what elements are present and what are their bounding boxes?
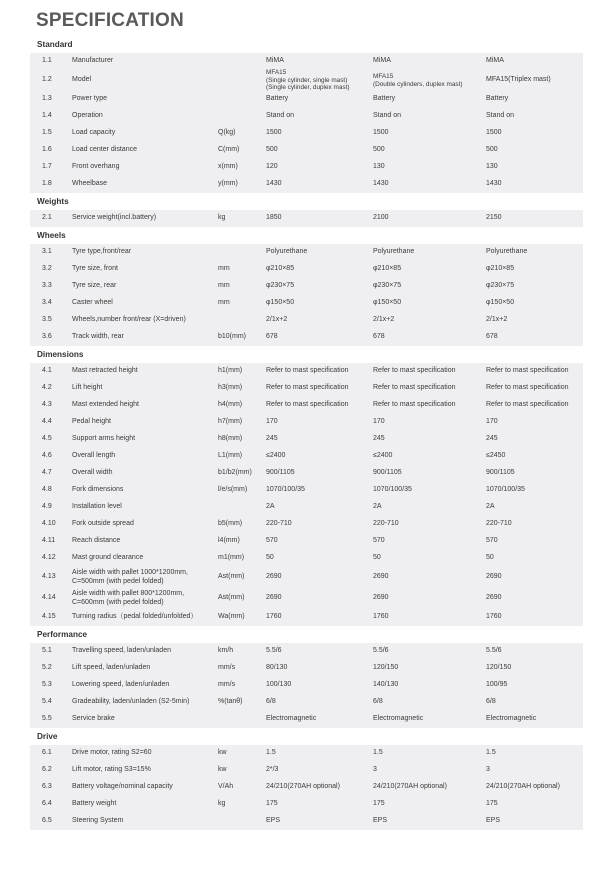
row-value-3: 170 [486, 418, 498, 426]
row-value-1: 2*/3 [266, 766, 279, 774]
row-value-3: 100/95 [486, 681, 508, 689]
table-row [30, 70, 583, 91]
row-value-2: 500 [373, 146, 385, 154]
row-number: 3.6 [42, 333, 52, 341]
row-value-3: EPS [486, 817, 501, 825]
row-item: Model [72, 76, 92, 84]
row-item: Drive motor, rating S2=60 [72, 749, 152, 757]
row-value-3: 900/1105 [486, 469, 515, 477]
row-value-2: 1430 [373, 180, 389, 188]
row-value-1: 2690 [266, 573, 282, 581]
row-value-1: Refer to mast specification [266, 384, 349, 392]
row-value-2: Polyurethane [373, 248, 415, 256]
table-row [30, 159, 583, 176]
table-row [30, 261, 583, 278]
row-item: Overall width [72, 469, 113, 477]
table-row [30, 53, 583, 70]
row-item: Pedal height [72, 418, 111, 426]
row-unit: C(mm) [218, 146, 240, 154]
table-row [30, 380, 583, 397]
row-value-2: 245 [373, 435, 385, 443]
row-value-1: Battery [266, 95, 289, 103]
row-item: Caster wheel [72, 299, 113, 307]
table-row [30, 431, 583, 448]
page-title: SPECIFICATION [36, 10, 184, 31]
row-value-1: 24/210(270AH optional) [266, 783, 340, 791]
table-row [30, 796, 583, 813]
row-number: 4.13 [42, 573, 56, 581]
section-heading-drive: Drive [30, 728, 583, 745]
table-row [30, 643, 583, 660]
spec-table [30, 36, 583, 830]
row-value-1: φ210×85 [266, 265, 295, 273]
row-value-1: φ150×50 [266, 299, 295, 307]
row-value-3: 2690 [486, 594, 502, 602]
row-item: Wheels,number front/rear (X=driven) [72, 316, 186, 324]
row-value-2: 50 [373, 554, 381, 562]
row-value-3: 2/1x+2 [486, 316, 508, 324]
section-body-weights [30, 210, 583, 227]
row-unit: kg [218, 214, 226, 222]
row-number: 6.2 [42, 766, 52, 774]
row-unit: b5(mm) [218, 520, 243, 528]
row-number: 4.3 [42, 401, 52, 409]
row-value-2: φ230×75 [373, 282, 402, 290]
table-row [30, 499, 583, 516]
row-unit: h8(mm) [218, 435, 243, 443]
row-unit: y(mm) [218, 180, 238, 188]
row-unit: b10(mm) [218, 333, 247, 341]
row-number: 4.7 [42, 469, 52, 477]
table-row [30, 609, 583, 626]
row-item: Lowering speed, laden/unladen [72, 681, 170, 689]
row-value-2: 170 [373, 418, 385, 426]
row-number: 6.5 [42, 817, 52, 825]
row-value-1: 6/8 [266, 698, 276, 706]
row-unit: l/e/s(mm) [218, 486, 248, 494]
row-unit: m1(mm) [218, 554, 245, 562]
row-number: 5.1 [42, 647, 52, 655]
row-unit: mm [218, 282, 230, 290]
row-value-3: Stand on [486, 112, 515, 120]
row-value-2: 1070/100/35 [373, 486, 412, 494]
row-value-1: 1070/100/35 [266, 486, 305, 494]
table-row [30, 813, 583, 830]
section-body-standard [30, 53, 583, 193]
row-value-2: 5.5/6 [373, 647, 389, 655]
row-value-1: 170 [266, 418, 278, 426]
row-item: Track width, rear [72, 333, 124, 341]
section-heading-performance: Performance [30, 626, 583, 643]
row-number: 4.10 [42, 520, 56, 528]
row-value-2: 2/1x+2 [373, 316, 395, 324]
row-unit: V/Ah [218, 783, 234, 791]
row-item: Tyre size, rear [72, 282, 117, 290]
row-value-1: 50 [266, 554, 274, 562]
row-number: 4.4 [42, 418, 52, 426]
row-number: 4.11 [42, 537, 56, 545]
row-value-3: MiMA [486, 57, 504, 65]
row-number: 1.6 [42, 146, 52, 154]
row-number: 6.4 [42, 800, 52, 808]
row-item: Installation level [72, 503, 122, 511]
row-item: Turning radius（pedal folded/unfolded） [72, 613, 198, 621]
row-unit: kg [218, 800, 226, 808]
row-value-3: φ150×50 [486, 299, 515, 307]
row-value-3: 24/210(270AH optional) [486, 783, 560, 791]
table-row [30, 660, 583, 677]
table-row [30, 295, 583, 312]
row-value-2: Refer to mast specification [373, 384, 456, 392]
table-row [30, 176, 583, 193]
row-item: Tyre type,front/rear [72, 248, 132, 256]
row-value-2: φ210×85 [373, 265, 402, 273]
row-value-1: 2A [266, 503, 275, 511]
row-number: 6.3 [42, 783, 52, 791]
row-unit: mm [218, 265, 230, 273]
row-value-2: 2100 [373, 214, 389, 222]
row-unit: mm/s [218, 664, 236, 672]
section-body-performance [30, 643, 583, 728]
row-value-3: 1070/100/35 [486, 486, 525, 494]
row-value-2: 120/150 [373, 664, 399, 672]
row-value-1: 175 [266, 800, 278, 808]
row-value-3: Battery [486, 95, 509, 103]
table-row [30, 312, 583, 329]
row-number: 3.5 [42, 316, 52, 324]
row-unit: mm [218, 299, 230, 307]
row-value-2: 570 [373, 537, 385, 545]
row-number: 3.1 [42, 248, 52, 256]
row-unit: l4(mm) [218, 537, 240, 545]
row-value-3: φ230×75 [486, 282, 515, 290]
row-value-1: Polyurethane [266, 248, 308, 256]
row-value-1: 220-710 [266, 520, 292, 528]
row-value-2: Refer to mast specification [373, 401, 456, 409]
row-value-2: 130 [373, 163, 385, 171]
table-row [30, 244, 583, 261]
row-value-1: 245 [266, 435, 278, 443]
row-item: Battery weight [72, 800, 117, 808]
row-number: 1.3 [42, 95, 52, 103]
table-row [30, 567, 583, 588]
row-value-3: 245 [486, 435, 498, 443]
row-value-3: φ210×85 [486, 265, 515, 273]
row-unit: km/h [218, 647, 234, 655]
row-unit: kw [218, 749, 227, 757]
row-item: Fork outside spread [72, 520, 134, 528]
row-item: Manufacturer [72, 57, 114, 65]
row-item: Operation [72, 112, 103, 120]
row-number: 5.4 [42, 698, 52, 706]
table-row [30, 516, 583, 533]
table-row [30, 550, 583, 567]
row-unit: Ast(mm) [218, 594, 245, 602]
row-number: 4.15 [42, 613, 56, 621]
row-item: Wheelbase [72, 180, 108, 188]
row-value-1: 1.5 [266, 749, 276, 757]
row-value-2: 1760 [373, 613, 389, 621]
row-number: 3.2 [42, 265, 52, 273]
row-item: Load center distance [72, 146, 137, 154]
row-item: Overall length [72, 452, 116, 460]
row-item: Aisle width with pallet 1000*1200mm, C=500mm (with pedel folded) [72, 569, 188, 585]
row-item: Tyre size, front [72, 265, 118, 273]
row-value-1: 2/1x+2 [266, 316, 288, 324]
row-value-2: Stand on [373, 112, 402, 120]
row-value-1: EPS [266, 817, 281, 825]
table-row [30, 448, 583, 465]
row-item: Lift speed, laden/unladen [72, 664, 151, 672]
row-value-1: 678 [266, 333, 278, 341]
row-item: Service brake [72, 715, 115, 723]
row-number: 4.2 [42, 384, 52, 392]
row-value-2: 678 [373, 333, 385, 341]
row-value-2: 6/8 [373, 698, 383, 706]
row-value-1: 1430 [266, 180, 282, 188]
row-number: 1.1 [42, 57, 52, 65]
table-row [30, 363, 583, 380]
row-value-3: 3 [486, 766, 490, 774]
row-value-3: Refer to mast specification [486, 367, 569, 375]
row-unit: Q(kg) [218, 129, 236, 137]
table-row [30, 397, 583, 414]
row-value-1: 2690 [266, 594, 282, 602]
row-number: 5.2 [42, 664, 52, 672]
row-number: 1.5 [42, 129, 52, 137]
row-value-3: 175 [486, 800, 498, 808]
row-item: Lift motor, rating S3=15% [72, 766, 151, 774]
row-unit: mm/s [218, 681, 236, 689]
row-value-3: Electromagnetic [486, 715, 537, 723]
table-row [30, 711, 583, 728]
row-value-1: 120 [266, 163, 278, 171]
section-heading-wheels: Wheels [30, 227, 583, 244]
row-unit: h4(mm) [218, 401, 243, 409]
row-unit: h1(mm) [218, 367, 243, 375]
row-item: Mast retracted height [72, 367, 138, 375]
row-item: Aisle width with pallet 800*1200mm, C=600mm (with pedel folded) [72, 590, 185, 606]
row-value-1: 1760 [266, 613, 282, 621]
row-number: 3.4 [42, 299, 52, 307]
row-value-3: 1760 [486, 613, 502, 621]
row-value-1: 5.5/6 [266, 647, 282, 655]
row-value-1: Electromagnetic [266, 715, 317, 723]
row-item: Gradeability, laden/unladen (S2-5min) [72, 698, 190, 706]
row-item: Mast extended height [72, 401, 139, 409]
row-item: Support arms height [72, 435, 136, 443]
row-value-3: 1430 [486, 180, 502, 188]
row-value-2: 1500 [373, 129, 389, 137]
row-value-3: Polyurethane [486, 248, 528, 256]
table-row [30, 588, 583, 609]
row-number: 2.1 [42, 214, 52, 222]
row-value-2: 24/210(270AH optional) [373, 783, 447, 791]
row-value-1: MiMA [266, 57, 284, 65]
row-value-3: 6/8 [486, 698, 496, 706]
row-unit: h3(mm) [218, 384, 243, 392]
row-item: Travelling speed, laden/unladen [72, 647, 171, 655]
row-value-3: 220-710 [486, 520, 512, 528]
row-item: Reach distance [72, 537, 121, 545]
row-number: 4.14 [42, 594, 56, 602]
row-number: 5.5 [42, 715, 52, 723]
table-row [30, 278, 583, 295]
table-row [30, 125, 583, 142]
row-number: 4.5 [42, 435, 52, 443]
row-value-3: 678 [486, 333, 498, 341]
row-item: Service weight(incl.battery) [72, 214, 157, 222]
row-value-2: 3 [373, 766, 377, 774]
row-number: 1.8 [42, 180, 52, 188]
row-value-2: 2A [373, 503, 382, 511]
table-row [30, 465, 583, 482]
section-heading-weights: Weights [30, 193, 583, 210]
row-value-2: MFA15 (Double cylinders, duplex mast) [373, 72, 463, 88]
table-row [30, 677, 583, 694]
row-number: 3.3 [42, 282, 52, 290]
table-row [30, 329, 583, 346]
row-value-3: 1.5 [486, 749, 496, 757]
table-row [30, 779, 583, 796]
row-value-3: 500 [486, 146, 498, 154]
table-row [30, 414, 583, 431]
row-item: Load capacity [72, 129, 116, 137]
row-value-3: 5.5/6 [486, 647, 502, 655]
row-value-2: 2690 [373, 573, 389, 581]
row-item: Fork dimensions [72, 486, 124, 494]
row-number: 4.12 [42, 554, 56, 562]
row-value-2: φ150×50 [373, 299, 402, 307]
row-value-1: Refer to mast specification [266, 401, 349, 409]
row-value-1: 900/1105 [266, 469, 295, 477]
row-unit: h7(mm) [218, 418, 243, 426]
row-item: Front overhang [72, 163, 120, 171]
row-value-1: MFA15 (Single cylinder, single mast) (Single cylinder, duplex mast) [266, 69, 350, 92]
row-item: Battery voltage/nominal capacity [72, 783, 173, 791]
row-value-3: 1500 [486, 129, 502, 137]
row-unit: kw [218, 766, 227, 774]
section-heading-dimensions: Dimensions [30, 346, 583, 363]
row-value-3: 130 [486, 163, 498, 171]
row-number: 4.1 [42, 367, 52, 375]
row-value-2: Battery [373, 95, 396, 103]
row-number: 5.3 [42, 681, 52, 689]
row-value-2: 220-710 [373, 520, 399, 528]
row-value-2: ≤2400 [373, 452, 393, 460]
section-body-wheels [30, 244, 583, 346]
row-value-3: MFA15(Triplex mast) [486, 76, 551, 84]
section-body-drive [30, 745, 583, 830]
row-unit: L1(mm) [218, 452, 243, 460]
row-item: Mast ground clearance [72, 554, 144, 562]
row-value-1: Stand on [266, 112, 295, 120]
row-value-3: 50 [486, 554, 494, 562]
row-value-1: 100/130 [266, 681, 292, 689]
row-value-3: 120/150 [486, 664, 512, 672]
row-value-3: Refer to mast specification [486, 401, 569, 409]
row-value-3: 2150 [486, 214, 502, 222]
row-unit: Wa(mm) [218, 613, 245, 621]
row-number: 1.7 [42, 163, 52, 171]
row-number: 4.6 [42, 452, 52, 460]
row-value-2: 175 [373, 800, 385, 808]
table-row [30, 745, 583, 762]
row-value-1: Refer to mast specification [266, 367, 349, 375]
row-item: Lift height [72, 384, 103, 392]
row-value-2: 900/1105 [373, 469, 402, 477]
row-value-1: 1500 [266, 129, 282, 137]
section-heading-standard: Standard [30, 36, 583, 53]
row-value-2: Electromagnetic [373, 715, 424, 723]
row-unit: %(tanθ) [218, 698, 243, 706]
row-item: Steering System [72, 817, 124, 825]
row-value-3: 2690 [486, 573, 502, 581]
row-value-1: ≤2400 [266, 452, 286, 460]
row-unit: b1/b2(mm) [218, 469, 252, 477]
table-row [30, 91, 583, 108]
row-value-3: 2A [486, 503, 495, 511]
row-value-2: 140/130 [373, 681, 399, 689]
row-value-3: ≤2450 [486, 452, 506, 460]
row-value-2: MiMA [373, 57, 391, 65]
row-item: Power type [72, 95, 108, 103]
row-number: 4.9 [42, 503, 52, 511]
row-value-1: 1850 [266, 214, 282, 222]
row-value-2: Refer to mast specification [373, 367, 456, 375]
row-value-2: 1.5 [373, 749, 383, 757]
row-number: 1.4 [42, 112, 52, 120]
table-row [30, 142, 583, 159]
table-row [30, 533, 583, 550]
row-number: 1.2 [42, 76, 52, 84]
row-unit: Ast(mm) [218, 573, 245, 581]
row-number: 4.8 [42, 486, 52, 494]
table-row [30, 694, 583, 711]
row-unit: x(mm) [218, 163, 238, 171]
row-value-1: φ230×75 [266, 282, 295, 290]
section-body-dimensions [30, 363, 583, 626]
table-row [30, 210, 583, 227]
row-value-1: 80/130 [266, 664, 288, 672]
row-value-1: 570 [266, 537, 278, 545]
row-value-3: 570 [486, 537, 498, 545]
table-row [30, 482, 583, 499]
row-value-1: 500 [266, 146, 278, 154]
row-value-2: 2690 [373, 594, 389, 602]
table-row [30, 762, 583, 779]
table-row [30, 108, 583, 125]
row-number: 6.1 [42, 749, 52, 757]
row-value-2: EPS [373, 817, 388, 825]
row-value-3: Refer to mast specification [486, 384, 569, 392]
